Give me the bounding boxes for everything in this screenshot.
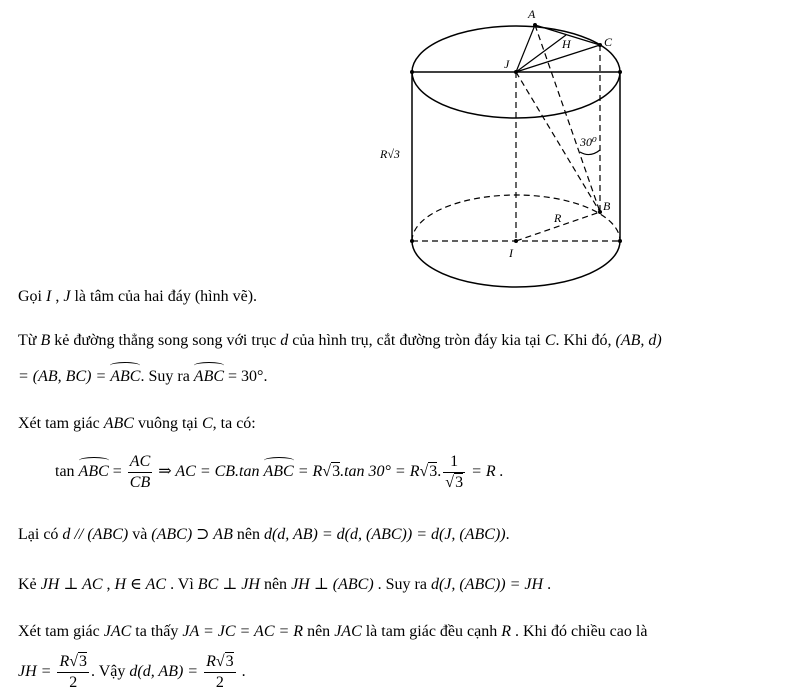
label-R: R xyxy=(554,211,562,225)
fraction-r-sqrt3-over-2-b: $\frac{R√3}{2}$ xyxy=(206,653,234,691)
text-line-2: Từ B kẻ đường thẳng song song với trục d của hình trụ, cắt đường tròn đáy kia tại C. Khi đó, (AB, d) xyxy=(18,332,662,349)
fraction-ac-cb: $\frac{AC}{CB}$ xyxy=(129,453,151,491)
text-line-6: Lại có d // (ABC) và (ABC) ⊃ AB nên d(d, AB) = d(d, (ABC)) = d(J, (ABC)). xyxy=(18,526,510,543)
point-right-bottom xyxy=(618,239,622,243)
label-H: H xyxy=(562,37,571,51)
text-line-5: tan ABC = $\frac{AC}{CB}$ ⇒ AC = CB.tan ABC = R√3.tan 30° = R√3. $\frac{1}{√3}$ = R . xyxy=(55,453,504,491)
label-J: J xyxy=(504,57,510,71)
label-angle: 30⁰ xyxy=(580,135,597,149)
point-right-top xyxy=(618,70,622,74)
point-I xyxy=(514,239,518,243)
point-J xyxy=(514,70,518,74)
bottom-front-arc xyxy=(412,241,620,287)
label-B: B xyxy=(603,199,611,213)
text-line-8: Xét tam giác JAC ta thấy JA = JC = AC = R nên JAC là tam giác đều cạnh R . Khi đó chiều cao là xyxy=(18,623,648,640)
point-left-bottom xyxy=(410,239,414,243)
label-I: I xyxy=(509,246,513,260)
text-line-3: = (AB, BC) = ABC. Suy ra ABC = 30°. xyxy=(18,368,268,385)
angle-30-arc xyxy=(580,150,600,155)
text-line-7: Kẻ JH ⊥ AC , H ∈ AC . Vì BC ⊥ JH nên JH ⊥ (ABC) . Suy ra d(J, (ABC)) = JH . xyxy=(18,576,552,593)
label-height: R√3 xyxy=(380,147,400,161)
segment-JC xyxy=(516,45,600,72)
point-left-top xyxy=(410,70,414,74)
text-line-1: Gọi I , J là tâm của hai đáy (hình vẽ). xyxy=(18,288,258,305)
text-line-4: Xét tam giác ABC vuông tại C, ta có: xyxy=(18,415,256,432)
label-C: C xyxy=(604,35,613,49)
point-A xyxy=(533,23,537,27)
label-A: A xyxy=(528,7,536,21)
text-line-9: JH = $\frac{R√3}{2}$ . Vậy d(d, AB) = $\frac{R√3}{2}$ . xyxy=(18,653,246,691)
fraction-1-sqrt3: $\frac{1}{√3}$ xyxy=(445,453,464,491)
segment-AB xyxy=(535,25,600,212)
point-C xyxy=(598,43,602,47)
cylinder-figure xyxy=(0,0,800,290)
point-B xyxy=(598,210,602,214)
fraction-r-sqrt3-over-2-a: $\frac{R√3}{2}$ xyxy=(59,653,88,691)
